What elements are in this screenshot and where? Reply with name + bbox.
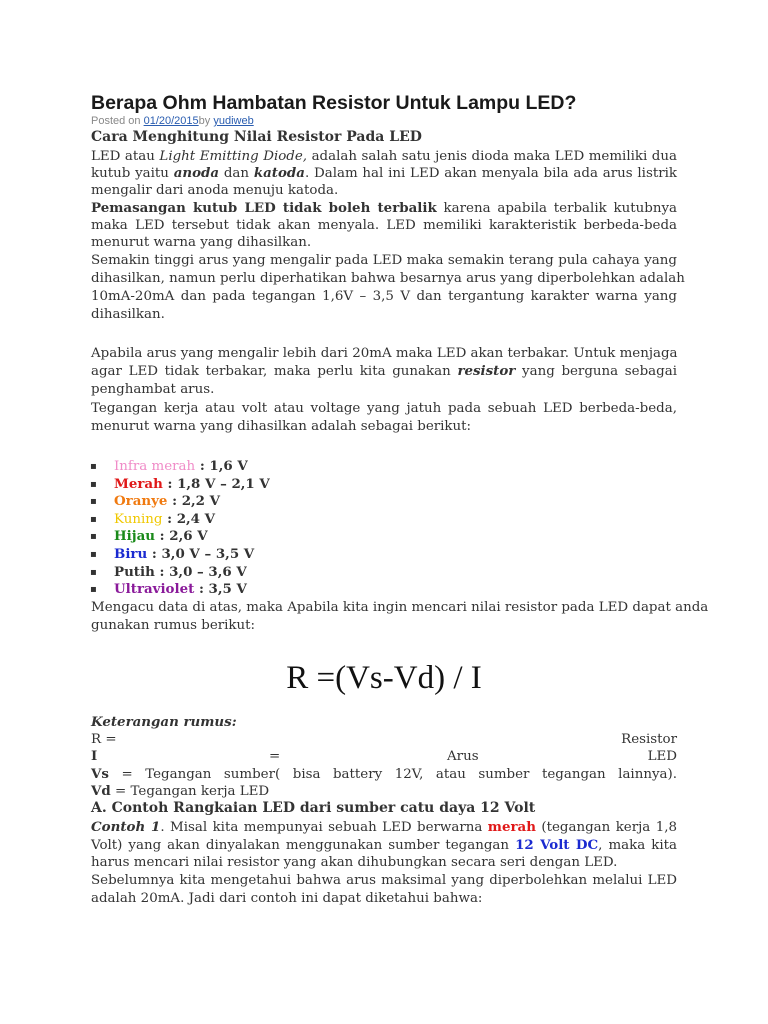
bullet-icon: ▪	[90, 584, 97, 596]
legend-i-row	[91, 748, 677, 765]
legend-i-eq: =	[269, 749, 281, 764]
led-list-item	[90, 564, 247, 581]
legend-i-label: I	[91, 748, 98, 764]
contoh-line2: Volt) yang akan dinyalakan menggunakan sumber tegangan 12 Volt DC, maka kita	[91, 837, 677, 853]
led-color-name: Biru	[114, 546, 148, 562]
p2-line2: maka LED tersebut tidak akan menyala. LED memiliki karakteristik berbeda-beda	[91, 218, 677, 233]
p1-line1: LED atau Light Emitting Diode, adalah salah satu jenis dioda maka LED memiliki dua	[91, 149, 677, 164]
led-list-item	[90, 458, 248, 475]
bullet-icon: ▪	[90, 549, 97, 560]
led-voltage-value: : 3,0 V – 3,5 V	[147, 546, 255, 562]
legend-r-row	[91, 731, 677, 748]
author-link[interactable]: yudiweb	[213, 115, 254, 127]
p3-line4: dihasilkan.	[91, 307, 165, 322]
led-voltage-value: : 1,6 V	[195, 458, 248, 474]
post-date-link[interactable]: 01/20/2015	[143, 115, 199, 127]
led-color-name: Ultraviolet	[114, 581, 195, 598]
p3-line1: Semakin tinggi arus yang mengalir pada LED maka semakin terang pula cahaya yang	[91, 253, 677, 268]
led-voltage-value: : 2,4 V	[162, 510, 216, 527]
p5-line2: menurut warna yang dihasilkan adalah sebagai berikut:	[91, 419, 472, 434]
contoh-line4: Sebelumnya kita mengetahui bahwa arus maksimal yang diperbolehkan melalui LED	[91, 873, 677, 888]
led-list-item	[90, 581, 247, 598]
resistor-formula: R =(Vs-Vd) / I	[286, 660, 482, 696]
p4-line3: penghambat arus.	[91, 382, 215, 397]
led-color-name: Putih	[114, 563, 155, 580]
p3-line3: 10mA-20mA dan pada tegangan 1,6V – 3,5 V dan tergantung karakter warna yang	[91, 289, 677, 304]
bullet-icon: ▪	[90, 461, 97, 472]
bullet-icon: ▪	[90, 513, 97, 525]
led-voltage-value: : 3,0 – 3,6 V	[154, 563, 247, 580]
p1-line3: mengalir dari anoda menuju katoda.	[91, 183, 339, 198]
bullet-icon: ▪	[90, 496, 97, 508]
p5-line1: Tegangan kerja atau volt atau voltage yang jatuh pada sebuah LED berbeda-beda,	[91, 401, 677, 416]
led-voltage-value: : 3,5 V	[194, 581, 247, 598]
led-voltage-value: : 2,2 V	[167, 493, 221, 510]
led-list-item	[90, 493, 220, 510]
led-list-item	[90, 546, 254, 563]
led-color-name: Kuning	[114, 511, 163, 527]
led-list-item	[90, 511, 215, 528]
legend-r-label: R =	[91, 732, 117, 747]
by-label: by	[198, 115, 214, 127]
led-list-item	[90, 476, 270, 493]
led-color-name: Hijau	[114, 528, 155, 545]
contoh-line1: Contoh 1. Misal kita mempunyai sebuah LED berwarna merah (tegangan kerja 1,8	[91, 819, 677, 835]
p2-line1: Pemasangan kutub LED tidak boleh terbalik karena apabila terbalik kutubnya	[91, 200, 677, 216]
p4-line1: Apabila arus yang mengalir lebih dari 20mA maka LED akan terbakar. Untuk menjaga	[91, 346, 678, 361]
p2-line3: menurut warna yang dihasilkan.	[91, 235, 312, 250]
p1-line2: kutub yaitu anoda dan katoda. Dalam hal ini LED akan menyala bila ada arus listrik	[91, 165, 677, 181]
keterangan-title: Keterangan rumus:	[91, 714, 237, 730]
p6-line1: Mengacu data di atas, maka Apabila kita ingin mencari nilai resistor pada LED dapat anda	[91, 600, 709, 615]
led-color-name: Merah	[114, 475, 163, 492]
contoh-line3: harus mencari nilai resistor yang akan dihubungkan secara seri dengan LED.	[91, 855, 618, 870]
legend-r-desc: Resistor	[621, 732, 677, 747]
p3-line2: dihasilkan, namun perlu diperhatikan bahwa besarnya arus yang diperbolehkan adalah	[91, 271, 685, 286]
bullet-icon: ▪	[90, 478, 97, 490]
legend-vd-row: Vd = Tegangan kerja LED	[91, 783, 270, 799]
led-color-name: Infra merah	[114, 459, 196, 474]
legend-i-desc: Arus	[447, 749, 479, 764]
led-voltage-value: : 2,6 V	[155, 528, 208, 545]
led-voltage-value: : 1,8 V – 2,1 V	[162, 475, 270, 492]
post-meta	[91, 115, 254, 127]
heading-cara-menghitung: Cara Menghitung Nilai Resistor Pada LED	[91, 129, 422, 145]
led-list-item	[90, 528, 208, 545]
section-a-heading: A. Contoh Rangkaian LED dari sumber catu daya 12 Volt	[91, 800, 536, 816]
contoh-line5: adalah 20mA. Jadi dari contoh ini dapat diketahui bahwa:	[91, 891, 483, 906]
bullet-icon: ▪	[90, 566, 97, 578]
posted-on-label: Posted on	[91, 115, 144, 127]
led-color-name: Oranye	[114, 493, 168, 510]
legend-vs-row: Vs = Tegangan sumber( bisa battery 12V, atau sumber tegangan lainnya).	[91, 766, 677, 782]
p4-line2: agar LED tidak terbakar, maka perlu kita gunakan resistor yang berguna sebagai	[91, 363, 677, 379]
bullet-icon: ▪	[90, 531, 97, 543]
legend-i-led: LED	[647, 749, 677, 764]
p6-line2: gunakan rumus berikut:	[91, 618, 256, 633]
post-title: Berapa Ohm Hambatan Resistor Untuk Lampu LED?	[91, 92, 577, 114]
